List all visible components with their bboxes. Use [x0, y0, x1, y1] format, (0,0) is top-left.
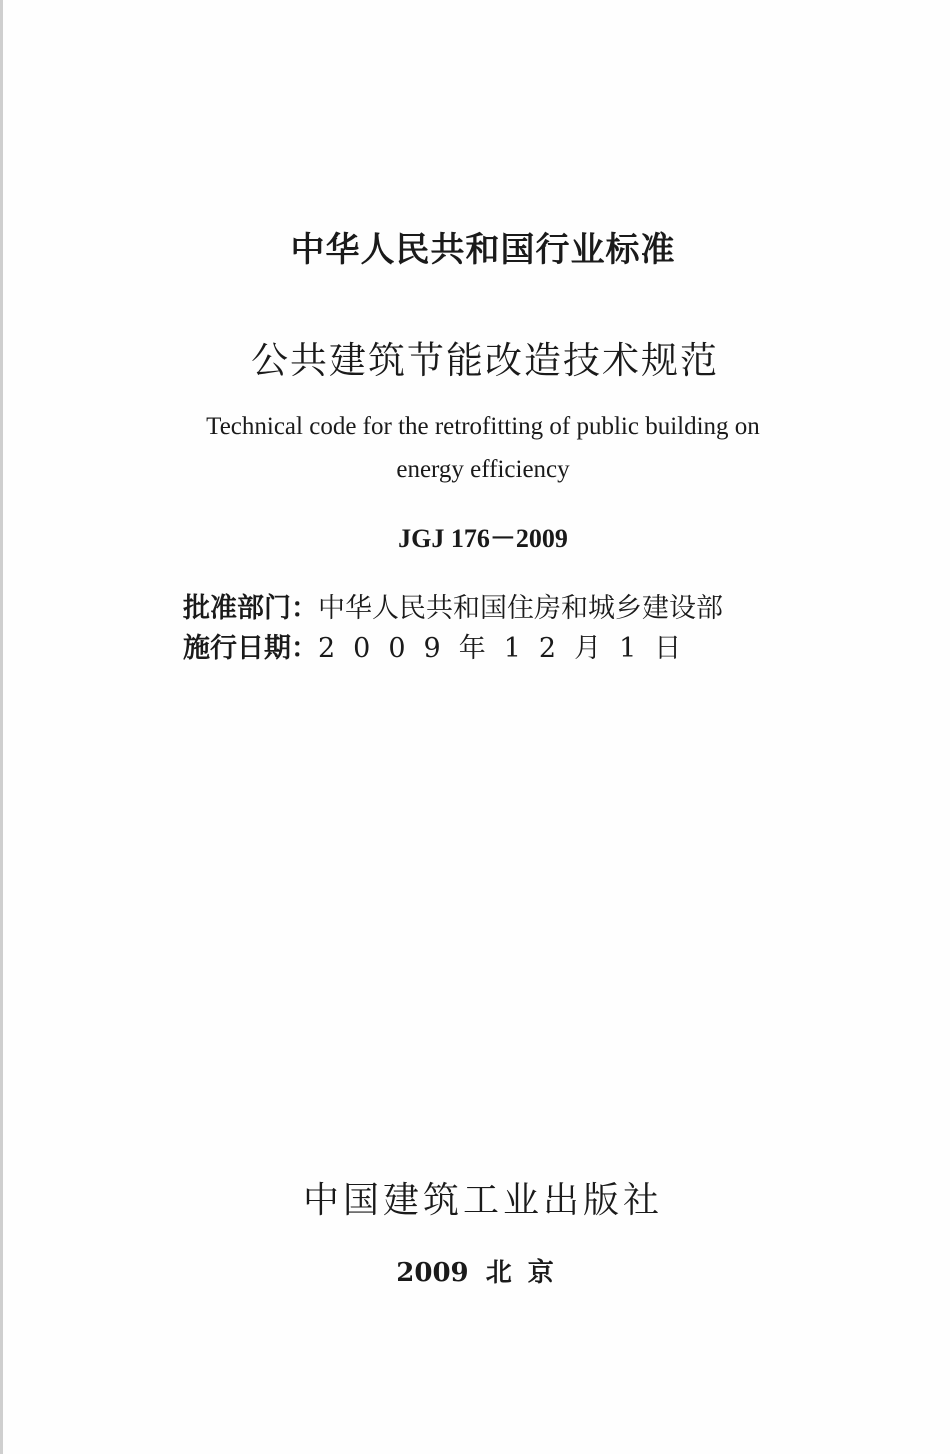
publisher-name: 中国建筑工业出版社 [302, 1180, 663, 1221]
publication-year: 2009 [396, 1258, 469, 1288]
date-label: 施行日期： [183, 633, 318, 664]
approval-value: 中华人民共和国住房和城乡建设部 [318, 593, 723, 624]
date-value: 2009年12月1日 [318, 633, 700, 664]
title-english-line2: energy efficiency [396, 456, 570, 483]
title-english-line1: Technical code for the retrofitting of public building on [206, 413, 760, 440]
effective-date [183, 626, 699, 665]
approval-label: 批准部门： [183, 593, 318, 624]
approval-department [183, 586, 723, 625]
standard-code: JGJ 176－2009 [398, 524, 568, 553]
title-chinese: 公共建筑节能改造技术规范 [251, 339, 719, 382]
publication-city: 北京 [485, 1258, 570, 1288]
publication-place [0, 1252, 950, 1289]
page-edge [0, 0, 3, 1454]
standard-type-heading: 中华人民共和国行业标准 [290, 230, 676, 270]
